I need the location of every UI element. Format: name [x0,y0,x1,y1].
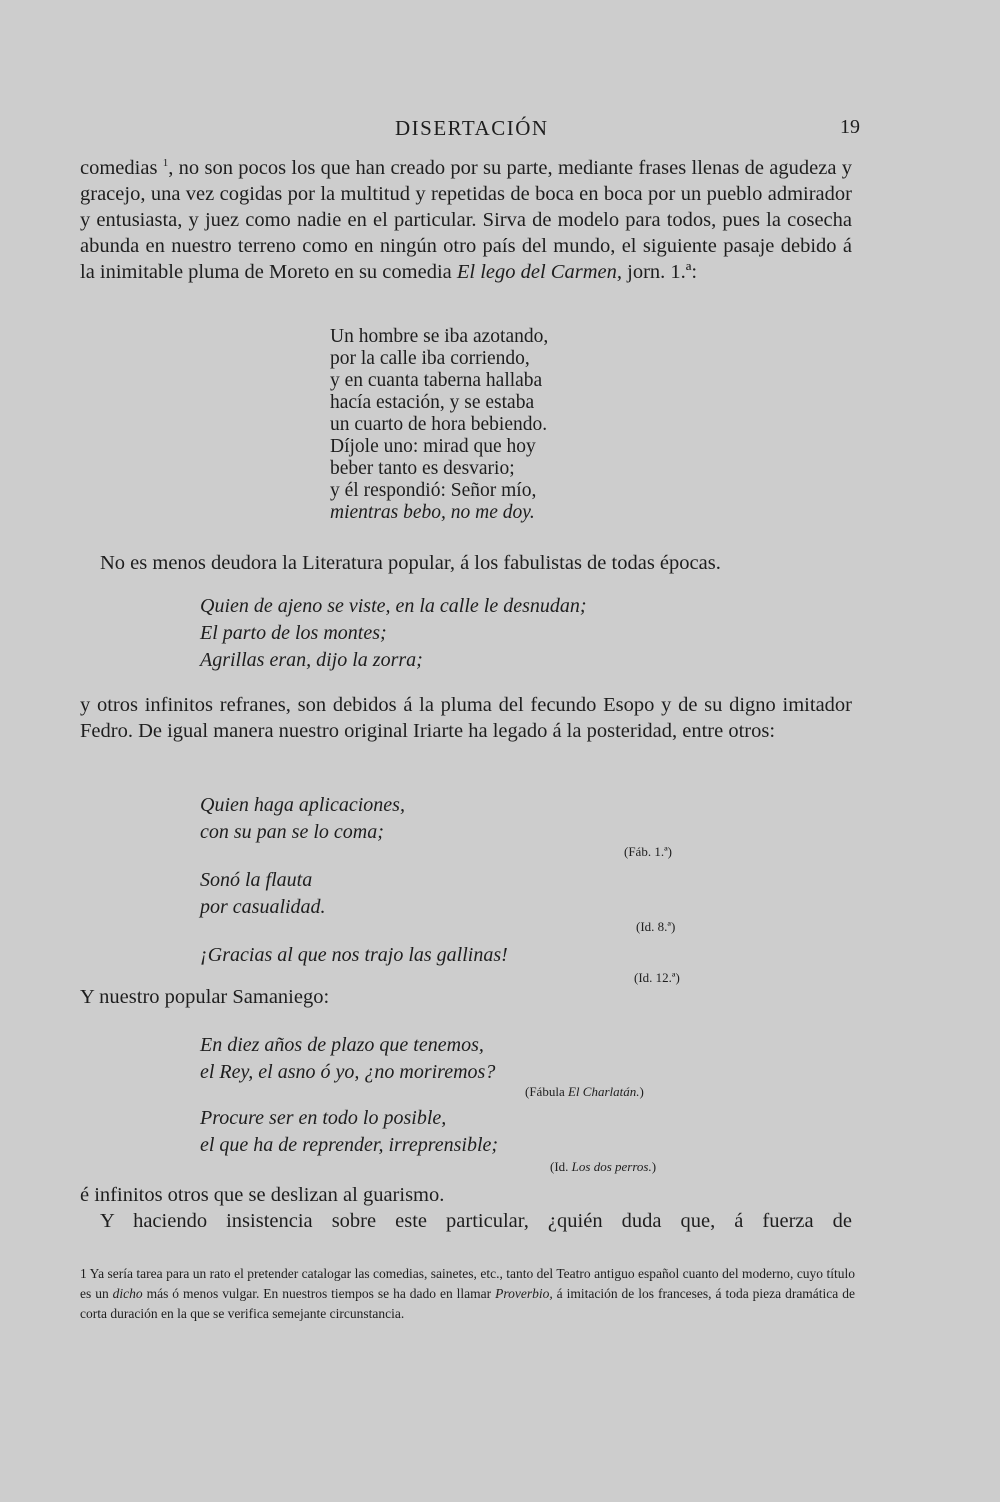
citation: (Id. 8.ª) [636,919,676,934]
quote-line: Quien haga aplicaciones, [200,794,405,816]
citation [550,1159,656,1175]
paragraph-4: é infinitos otros que se deslizan al guarismo. [80,1184,445,1206]
quote-line: Procure ser en todo lo posible, [200,1107,447,1129]
quote-line: el Rey, el asno ó yo, ¿no moriremos? [200,1061,496,1083]
quote-line: Sonó la flauta [200,869,313,891]
page-header [80,116,860,146]
quote-line: con su pan se lo coma; [200,821,384,843]
footnote [80,1264,855,1324]
quote-line: el que ha de reprender, irreprensible; [200,1134,499,1156]
quote-line: El parto de los montes; [200,622,387,644]
iriarte-quote-2 [200,867,326,921]
running-title: DISERTACIÓN [395,116,549,140]
citation [525,1084,644,1100]
poem-line: hacía estación, y se estaba [330,392,535,413]
fable-title: El Charlatán. [567,1084,640,1099]
samaniego-quote-1 [200,1032,495,1086]
moreto-poem [330,326,548,524]
quote-line: Quien de ajeno se viste, en la calle le desnudan; [200,595,587,617]
fable-title: Los dos perros. [571,1159,652,1174]
quote-line: Agrillas eran, dijo la zorra; [200,649,423,671]
footnote-reference: 1 [162,157,169,169]
page-number: 19 [840,116,860,138]
samaniego-quote-2 [200,1105,498,1159]
paragraph-2: No es menos deudora la Literatura popular, á los fabulistas de todas épocas. [100,552,721,574]
poem-line: Un hombre se iba azotando, [330,326,549,347]
footnote-text-b: más ó menos vulgar. En nuestros tiempos se ha dado en llamar [142,1286,496,1301]
citation-prefix: (Fábula [525,1084,568,1099]
footnote-number: 1 [80,1266,87,1281]
esopo-quotes [200,593,587,674]
citation-prefix: (Id. [550,1159,572,1174]
poem-line: por la calle iba corriendo, [330,348,530,369]
poem-line: y en cuanta taberna hallaba [330,370,543,391]
footnote-italic-proverbio: Proverbio, [495,1286,553,1301]
quote-line: En diez años de plazo que tenemos, [200,1034,484,1056]
citation: (Fáb. 1.ª) [624,844,672,859]
paragraph-5: Y haciendo insistencia sobre este particular, ¿quién duda que, á fuerza de [100,1210,852,1232]
paragraph-1-text-c: jorn. 1.ª: [622,260,698,283]
iriarte-quote-1 [200,792,405,846]
iriarte-quote-3: ¡Gracias al que nos trajo las gallinas! [200,944,508,966]
quote-line: por casualidad. [200,896,326,918]
samaniego-intro: Y nuestro popular Samaniego: [80,986,330,1008]
paragraph-1-text-a: comedias [80,156,163,179]
citation: (Id. 12.ª) [634,970,680,985]
poem-line-italic: mientras bebo, no me doy. [330,502,535,523]
footnote-text-c: á imitación de los franceses, á toda pieza dramática de corta duración en la que se verifica semejante circunstancia. [80,1286,855,1321]
citation-suffix: ) [651,1159,657,1174]
footnote-italic-dicho: dicho [112,1286,143,1301]
play-title: El lego del Carmen, [456,260,622,283]
poem-line: un cuarto de hora bebiendo. [330,414,548,435]
poem-line: y él respondió: Señor mío, [330,480,537,501]
citation-suffix: ) [639,1084,644,1099]
poem-line: Díjole uno: mirad que hoy [330,436,536,457]
paragraph-1-text-b: , no son pocos los que han creado por su parte, mediante frases llenas de agudeza y gracejo, una vez cogidas por la multitud y repetidas de boca en boca por un pueblo admirador y entusiasta, y juez como nadie en el particular. Sirva de modelo para todos, pues la cosecha abunda en nuestro terreno como en ningún otro país del mundo, el siguiente pasaje debido á la inimitable pluma de Moreto en su comedia [80,156,852,283]
paragraph-3: y otros infinitos refranes, son debidos á la pluma del fecundo Esopo y de su digno imitador Fedro. De igual manera nuestro original Iriarte ha legado á la posteridad, entre otros: [80,694,852,742]
paragraph-1 [80,150,852,285]
footnote-text-a: Ya sería tarea para un rato el pretender catalogar las comedias, sainetes, etc., tanto del Teatro antiguo español cuanto del moderno, cuyo título es un [80,1266,855,1301]
poem-line: beber tanto es desvario; [330,458,515,479]
